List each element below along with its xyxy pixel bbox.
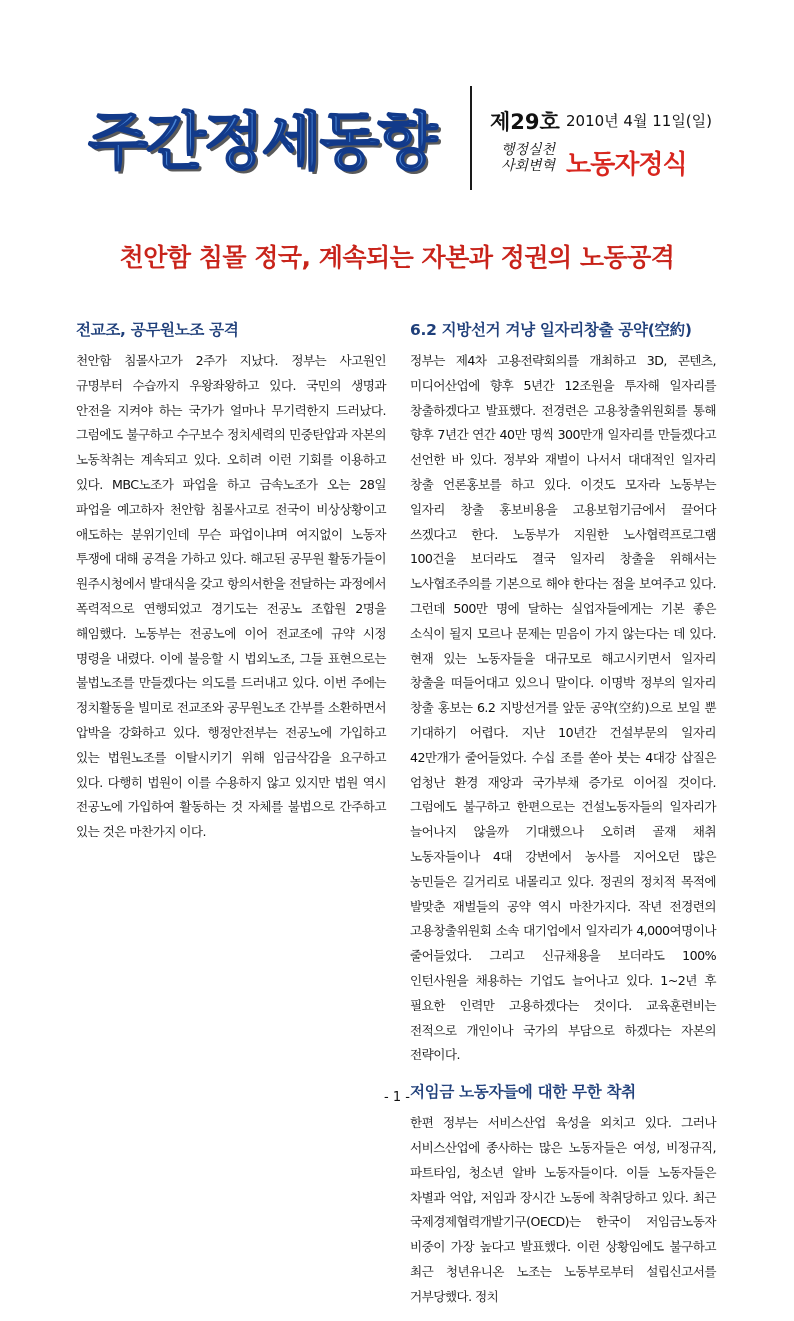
issue-number: 제29호 (490, 110, 560, 134)
masthead (88, 86, 728, 196)
org-name: 노동자정식 (566, 150, 687, 180)
masthead-divider (470, 86, 472, 190)
section-body-teachers: 천안함 침몰사고가 2주가 지났다. 정부는 사고원인 규명부터 수습까지 우왕좌왕하고 있다. 국민의 생명과 안전을 지켜야 하는 국가가 얼마나 무기력한지 드러났다. 그럼에도 불구하고 수구보수 정치세력의 민중탄압과 자본의 노동착취는 계속되고 있다. 오히려 이런 기회를 이용하고 있다. MBC노조가 파업을 하고 금속노조가 오는 28일 파업을 예고하자 천안함 침몰사고로 전국이 비상상황이고 애도하는 분위기인데 무슨 파업이냐며 여지없이 노동자 투쟁에 대해 공격을 가하고 있다. 해고된 공무원 활동가들이 원주시청에서 발대식을 갖고 항의서한을 전달하는 과정에서 폭력적으로 연행되었고 경기도는 전공노 조합원 2명을 해임했다. 노동부는 전공노에 이어 전교조에 규약 시정 명령을 내렸다. 이에 불응할 시 법외노조, 그들 표현으로는 불법노조를 만들겠다는 의도를 드러내고 있다. 이번 주에는 정치활동을 빌미로 전교조와 공무원노조 간부를 소환하면서 압박을 강화하고 있다. 행정안전부는 전공노에 가입하고 있는 법원노조를 이탈시키기 위해 임금삭감을 요구하고 있다. 다행히 법원이 이를 수용하지 않고 있지만 법원 역시 전공노에 가입하여 활동하는 것 자체를 불법으로 간주하고 있는 것은 마찬가지 이다. (76, 353, 386, 840)
section-heading-election: 6.2 지방선거 겨냥 일자리창출 공약(空約) (410, 321, 692, 339)
section-body-election: 정부는 제4차 고용전략회의를 개최하고 3D, 콘텐츠, 미디어산업에 향후 5년간 12조원을 투자해 일자리를 창출하겠다고 발표했다. 전경련은 고용창출위원회를 통해 향후 7년간 연간 40만 명씩 300만개 일자리를 만들겠다고 선언한 바 있다. 정부와 재벌이 나서서 대대적인 일자리 창출 언론홍보를 하고 있다. 이것도 모자라 노동부는 일자리 창출 홍보비용을 고용보험기금에서 끌어다 쓰겠다고 한다. 노동부가 지원한 노사협력프로그램 100건을 보더라도 결국 일자리 창출을 위해서는 노사협조주의를 기본으로 해야 한다는 점을 보여주고 있다. 그런데 500만 명에 달하는 실업자들에게는 기본 좋은 소식이 될지 모르나 문제는 믿음이 가지 않는다는 데 있다. 현재 있는 노동자들을 대규모로 해고시키면서 일자리 창출을 떠들어대고 있으니 말이다. 이명박 정부의 일자리 창출 홍보는 6.2 지방선거를 앞둔 공약(空約)으로 보일 뿐 기대하기 어렵다. 지난 10년간 건설부문의 일자리 42만개가 줄어들었다. 수십 조를 쏟아 붓는 4대강 삽질은 엄청난 환경 재앙과 국가부채 증가로 이어질 것이다. 그럼에도 불구하고 한편으로는 건설노동자들의 일자리가 늘어나지 않을까 기대했으나 오히려 골재 채취 노동자들이나 4대 강변에서 농사를 지어오던 많은 농민들은 길거리로 내몰리고 있다. 정권의 정치적 목적에 발맞춘 재벌들의 공약 역시 마찬가지다. 작년 전경련의 고용창출위원회 소속 대기업에서 일자리가 4,000여명이나 줄어들었다. 그리고 신규채용을 보더라도 100% 인턴사원을 채용하는 기업도 늘어나고 있다. 1~2년 후 필요한 인력만 고용하겠다는 것이다. 교육훈련비는 전적으로 개인이나 국가의 부담으로 하겠다는 자본의 전략이다. (410, 353, 716, 1063)
org-subtitle: 행정실천 사회변혁 (500, 142, 556, 174)
paper-name: 주간정세동향 (88, 105, 436, 178)
issue-date: 2010년 4월 11일(일) (566, 112, 713, 130)
left-column (76, 318, 386, 857)
page-number: - 1 - (384, 1090, 410, 1105)
section-body-lowwage: 한편 정부는 서비스산업 육성을 외치고 있다. 그러나 서비스산업에 종사하는 많은 노동자들은 여성, 비정규직, 파트타임, 청소년 알바 노동자들이다. 이들 노동자들은 차별과 억압, 저임과 장시간 노동에 착취당하고 있다. 최근 국제경제협력개발기구(OECD)는 한국이 저임금노동자 비중이 가장 높다고 발표했다. 이런 상황임에도 불구하고 최근 청년유니온 노조는 노동부로부터 설립신고서를 거부당했다. 정치 (410, 1115, 716, 1304)
section-heading-lowwage: 저임금 노동자들에 대한 무한 착취 (410, 1083, 636, 1102)
section-heading-teachers: 전교조, 공무원노조 공격 (76, 321, 239, 339)
right-column (410, 318, 716, 1321)
main-headline: 천안함 침몰 정국, 계속되는 자본과 정권의 노동공격 (119, 243, 675, 272)
